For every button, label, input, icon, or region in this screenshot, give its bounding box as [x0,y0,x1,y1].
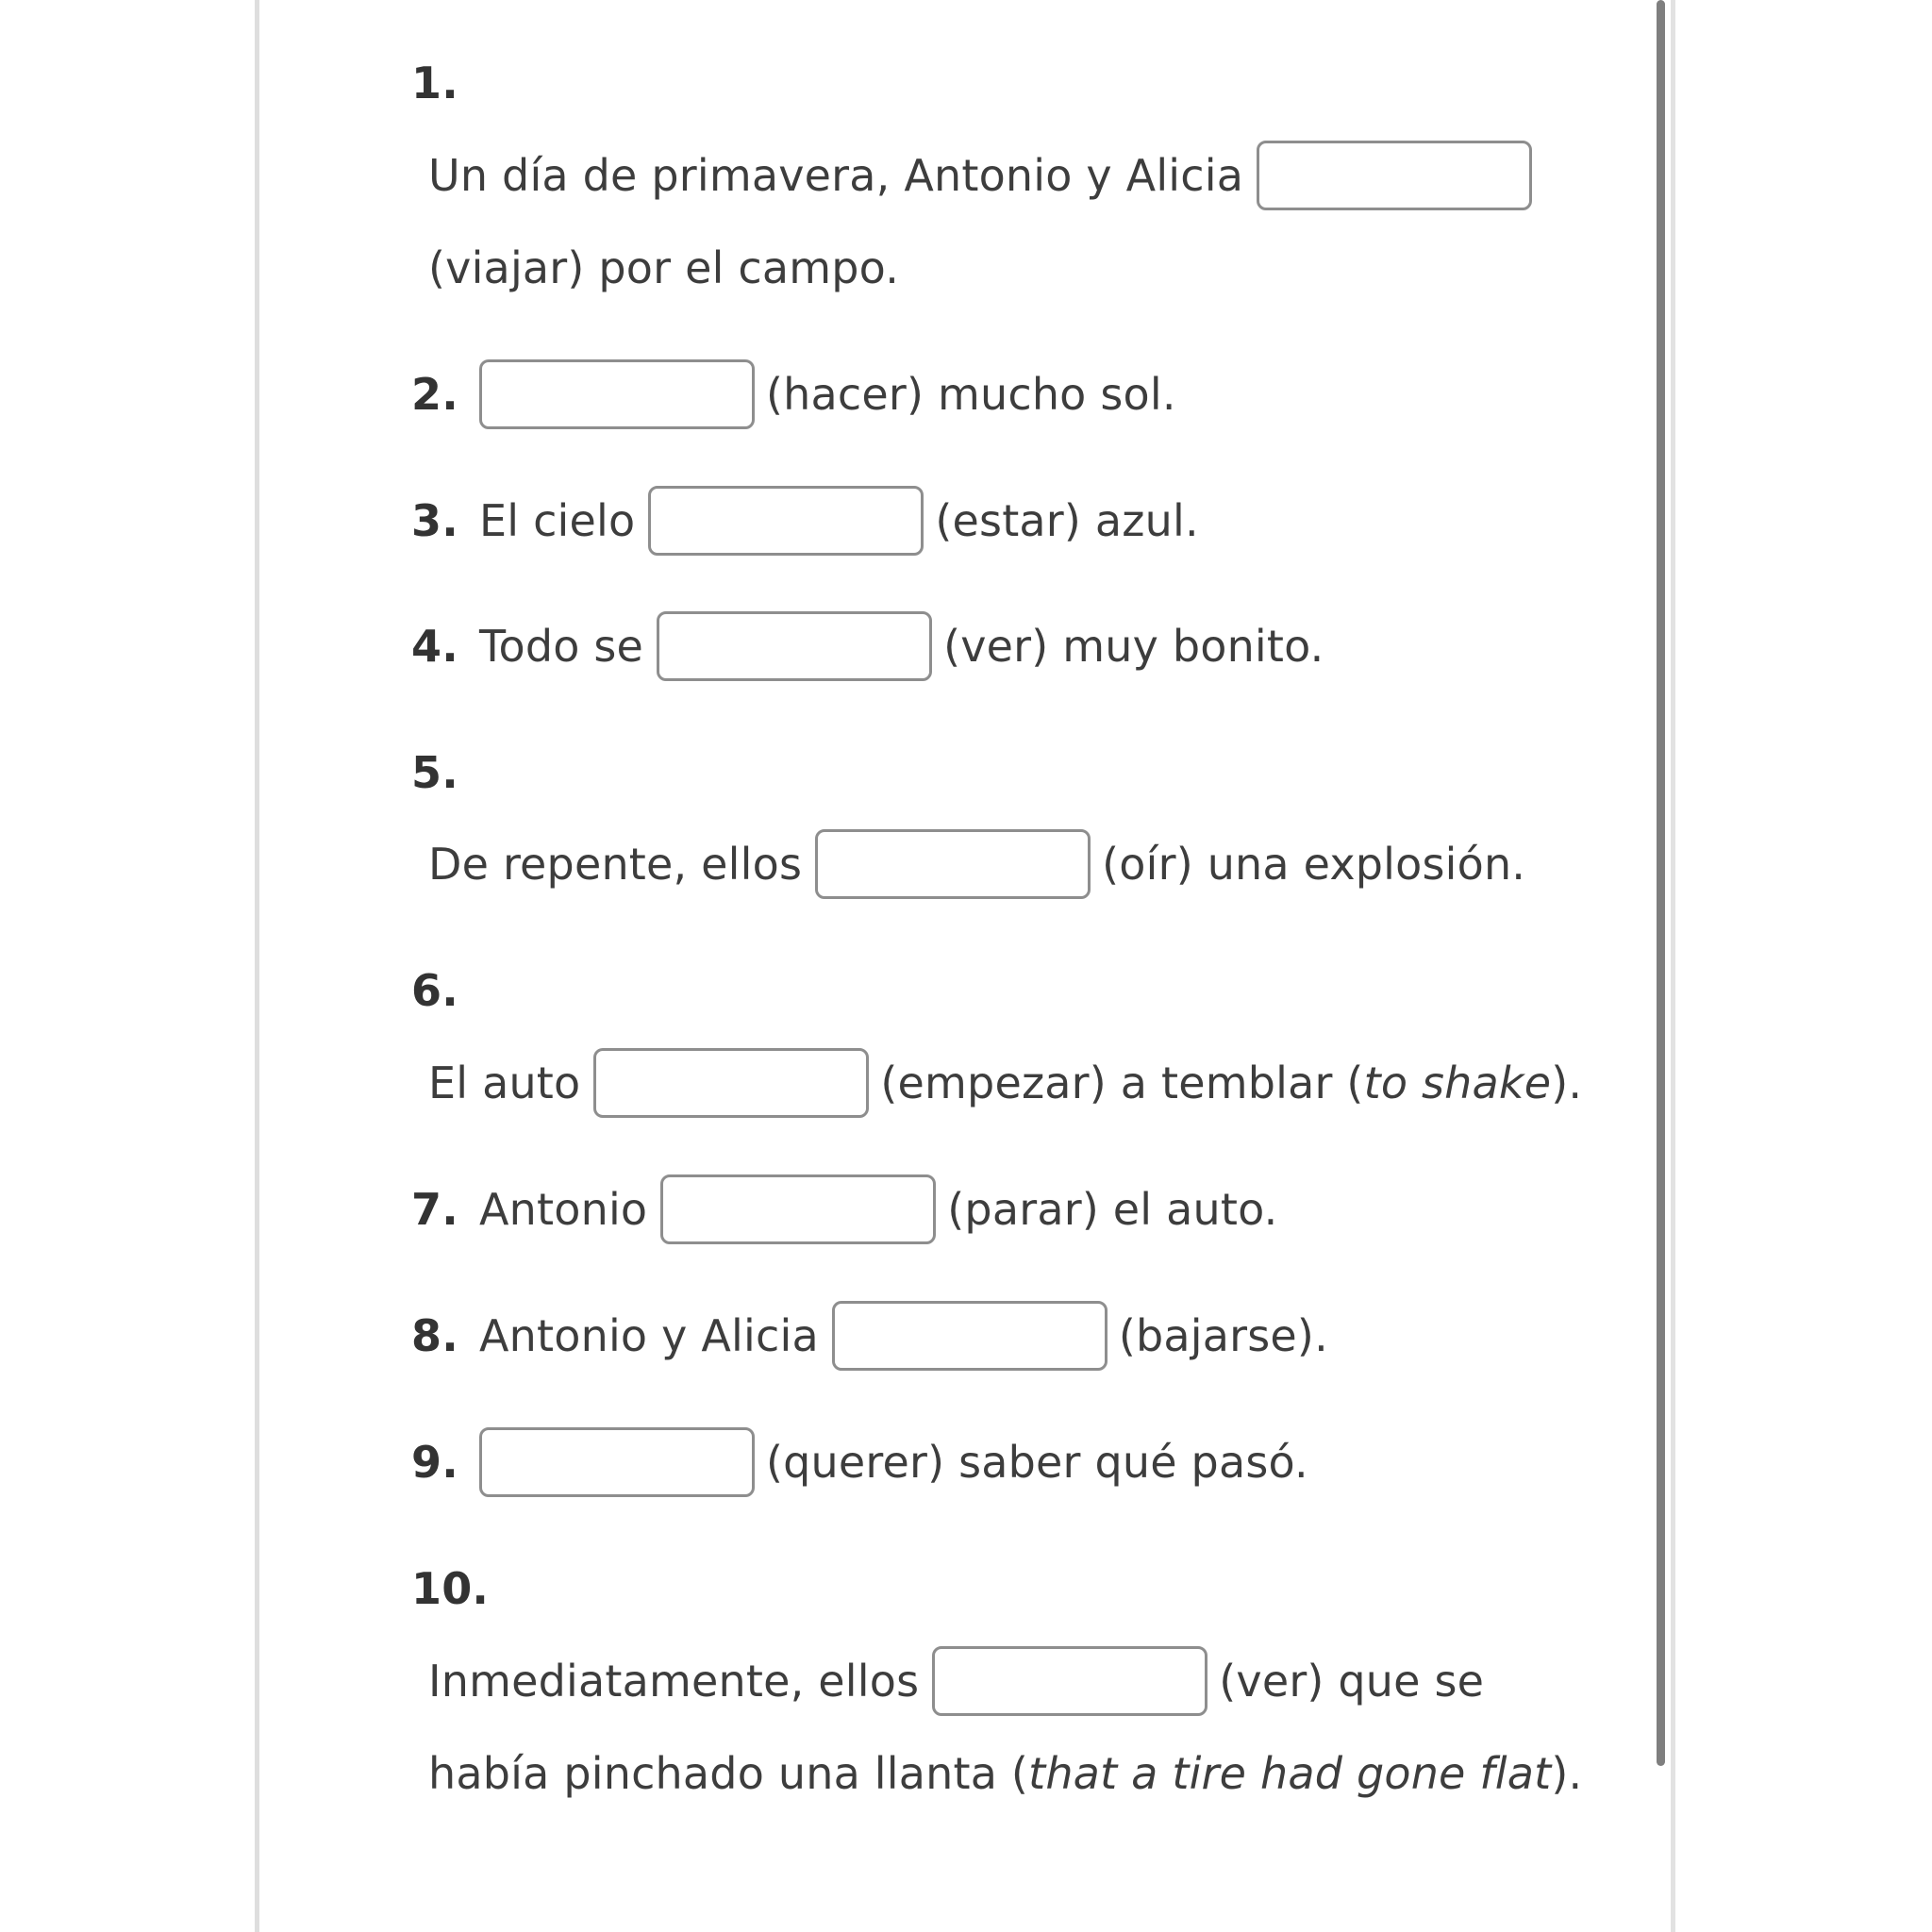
verb-hint: (estar) azul. [935,495,1199,546]
english-gloss: to shake [1363,1058,1552,1108]
answer-blank-2[interactable] [479,359,755,429]
item-1-number-row [411,49,479,117]
item-10-row [428,1647,1484,1715]
sentence-text: Inmediatamente, ellos [428,1656,920,1707]
item-number: 4. [411,621,458,672]
sentence-text: Un día de primavera, Antonio y Alicia [428,150,1244,201]
item-2-row [411,360,1176,428]
item-5-row [428,830,1525,898]
verb-hint: (ver) que se [1219,1656,1485,1707]
page-border-right [1671,0,1675,1932]
item-9-row [411,1428,1308,1496]
item-5-number-row [411,739,479,807]
item-6-row [428,1049,1582,1117]
answer-blank-7[interactable] [660,1174,936,1244]
sentence-text: El auto [428,1058,581,1108]
verb-hint: (ver) muy bonito. [943,621,1324,672]
item-10-number-row [411,1555,490,1623]
item-number: 2. [411,369,458,420]
english-gloss: that a tire had gone flat [1028,1748,1552,1799]
verb-hint: (viajar) por el campo. [428,242,900,293]
answer-blank-4[interactable] [657,611,932,681]
answer-blank-6[interactable] [593,1048,869,1118]
item-10-continuation [428,1740,1582,1807]
item-3-row [411,487,1199,555]
verb-hint: (hacer) mucho sol. [766,369,1176,420]
item-number: 3. [411,495,458,546]
item-7-row [411,1175,1277,1243]
verb-hint: (empezar) a temblar (to shake). [880,1058,1583,1108]
sentence-text: Todo se [479,621,644,672]
scrollbar[interactable] [1655,0,1666,1766]
verb-hint: (parar) el auto. [947,1184,1278,1235]
item-number: 1. [411,58,458,108]
item-1-row [428,142,1543,209]
sentence-text: había pinchado una llanta (that a tire had gone flat). [428,1748,1583,1799]
item-6-number-row [411,957,479,1024]
verb-hint: (bajarse). [1118,1310,1328,1361]
answer-blank-1[interactable] [1257,141,1532,210]
verb-hint: (oír) una explosión. [1102,839,1526,890]
item-number: 7. [411,1184,458,1235]
page-border-left [255,0,259,1932]
sentence-text: Antonio y Alicia [479,1310,819,1361]
item-number: 6. [411,965,458,1016]
item-number: 5. [411,747,458,798]
item-1-continuation [428,234,899,302]
item-number: 8. [411,1310,458,1361]
answer-blank-3[interactable] [648,486,924,556]
item-8-row [411,1302,1328,1370]
sentence-text: Antonio [479,1184,648,1235]
verb-hint: (querer) saber qué pasó. [766,1437,1308,1488]
answer-blank-10[interactable] [932,1646,1208,1716]
scrollbar-thumb[interactable] [1657,0,1665,1766]
answer-blank-5[interactable] [815,829,1091,899]
sentence-text: El cielo [479,495,636,546]
item-number: 9. [411,1437,458,1488]
answer-blank-8[interactable] [832,1301,1108,1371]
sentence-text: De repente, ellos [428,839,803,890]
answer-blank-9[interactable] [479,1427,755,1497]
item-number: 10. [411,1563,490,1614]
item-4-row [411,612,1324,680]
